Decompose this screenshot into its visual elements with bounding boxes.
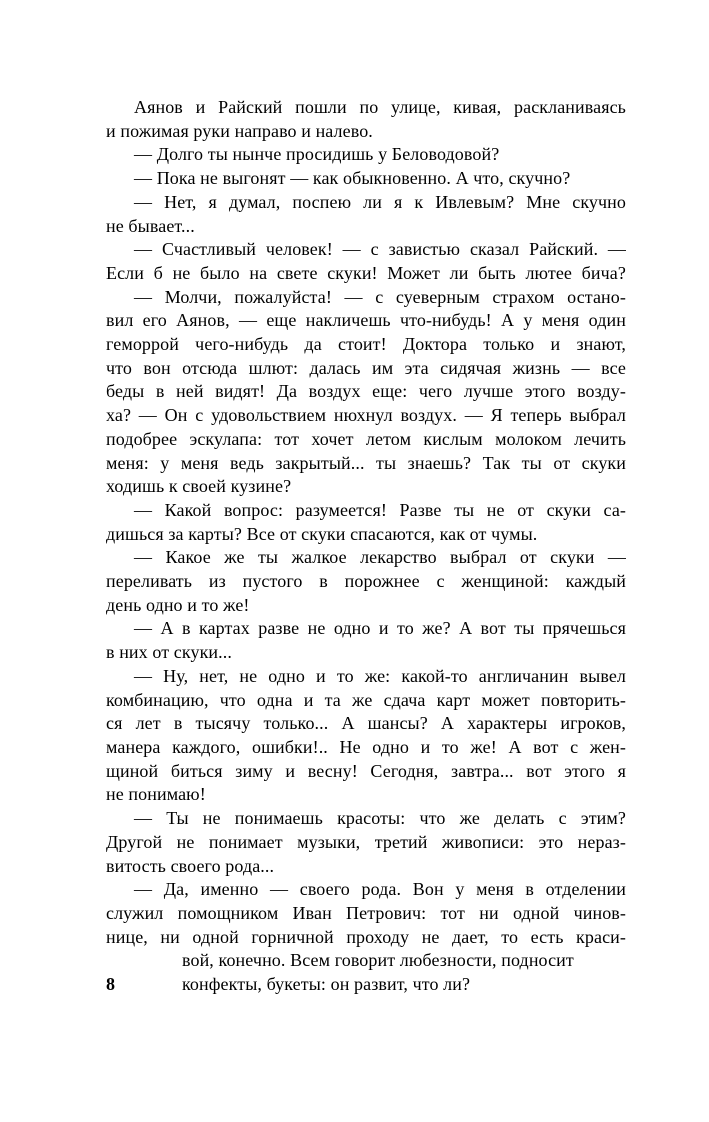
paragraph <box>106 546 626 617</box>
text-line: — Ты не понимаешь красоты: что же делать с этим? <box>134 808 626 829</box>
text-line: переливать из пустого в порожнее с женщиной: каждый <box>106 571 626 592</box>
text-line: — Долго ты нынче просидишь у Беловодовой? <box>134 144 500 165</box>
text-line: вой, конечно. Всем говорит любезности, подносит <box>182 950 574 971</box>
text-line: — Какое же ты жалкое лекарство выбрал от скуки — <box>134 547 626 568</box>
text-line: — Нет, я думал, поспею ли я к Ивлевым? Мне скучно <box>134 191 626 212</box>
text-line: не бывает... <box>106 215 195 236</box>
text-line: ха? — Он с удовольствием нюхнул воздух. — Я теперь выбрал <box>106 405 626 426</box>
paragraph <box>106 191 626 238</box>
text-line: витость своего рода... <box>106 855 275 876</box>
text-line: вил его Аянов, — еще накличешь что-нибудь! А у меня один <box>106 310 626 331</box>
text-line: — Какой вопрос: разумеется! Разве ты не от скуки са- <box>134 499 626 520</box>
paragraph <box>106 238 626 285</box>
text-line: геморрой чего-нибудь да стоит! Доктора только и знают, <box>106 334 626 355</box>
continuation-lines <box>182 949 626 996</box>
paragraphs-container <box>106 96 626 949</box>
text-line: — А в картах разве не одно и то же? А вот ты прячешься <box>134 618 626 639</box>
text-column <box>106 96 626 997</box>
text-line: — Пока не выгонят — как обыкновенно. А что, скучно? <box>134 168 571 189</box>
text-line: — Молчи, пожалуйста! — с суеверным страхом остано- <box>134 286 626 307</box>
page-number: 8 <box>106 974 116 995</box>
paragraph <box>106 807 626 878</box>
text-line: Аянов и Райский пошли по улице, кивая, раскланиваясь <box>134 97 626 117</box>
text-line: Другой не понимает музыки, третий живописи: это нераз- <box>106 831 626 852</box>
paragraph <box>106 499 626 546</box>
text-line: комбинацию, что одна и та же сдача карт может повторить- <box>106 689 626 710</box>
paragraph <box>106 665 626 807</box>
paragraph <box>106 617 626 664</box>
text-line: — Да, именно — своего рода. Вон у меня в отделении <box>134 879 626 900</box>
text-line: ходишь к своей кузине? <box>106 476 292 497</box>
text-line: щиной биться зиму и весну! Сегодня, завтра... вот этого я <box>106 760 626 781</box>
paragraph <box>106 96 626 143</box>
text-line: конфекты, букеты: он развит, что ли? <box>182 974 471 995</box>
paragraph <box>106 143 626 167</box>
paragraph <box>106 167 626 191</box>
text-line: дишься за карты? Все от скуки спасаются, как от чумы. <box>106 523 538 544</box>
text-line: в них от скуки... <box>106 642 232 663</box>
paragraph <box>106 878 626 949</box>
text-line: что вон отсюда шлют: далась им эта сидячая жизнь — все <box>106 357 626 378</box>
text-line: не понимаю! <box>106 784 206 805</box>
text-line: Если б не было на свете скуки! Может ли быть лютее бича? <box>106 262 626 283</box>
text-line: ся лет в тысячу только... А шансы? А характеры игроков, <box>106 713 626 734</box>
text-line: день одно и то же! <box>106 594 250 615</box>
text-line: меня: у меня ведь закрытый... ты знаешь? Так ты от скуки <box>106 452 626 473</box>
paragraph <box>106 286 626 499</box>
text-line: подобрее эскулапа: тот хочет летом кислым молоком лечить <box>106 428 626 449</box>
text-line: и пожимая руки направо и налево. <box>106 120 373 141</box>
page-footer <box>106 949 626 996</box>
text-line: манера каждого, ошибки!.. Не одно и то же! А вот с жен- <box>106 736 626 757</box>
text-line: служил помощником Иван Петрович: тот ни одной чинов- <box>106 902 626 923</box>
text-line: — Счастливый человек! — с завистью сказал Райский. — <box>134 239 626 260</box>
text-line: нице, ни одной горничной проходу не дает, то есть краси- <box>106 926 626 947</box>
text-line: беды в ней видят! Да воздух еще: чего лучше этого возду- <box>106 381 626 402</box>
text-line: — Ну, нет, не одно и то же: какой-то англичанин вывел <box>134 665 626 686</box>
